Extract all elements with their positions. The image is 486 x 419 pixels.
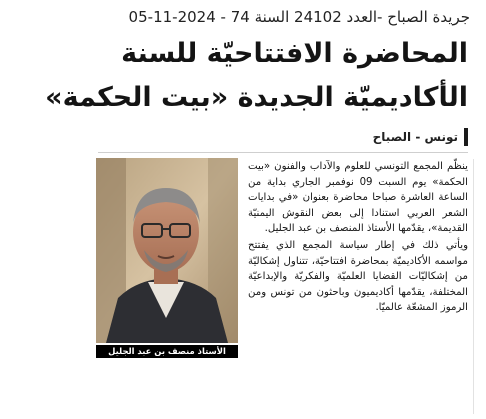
byline: تونس - الصباح (372, 130, 458, 144)
headline-line-2: الأكاديميّة الجديدة «بيت الحكمة» (45, 82, 468, 113)
newspaper-masthead: جريدة الصباح -العدد 24102 السنة 74 - 2024-11-05 (128, 8, 470, 26)
photo-caption: الأستاذ منصف بن عبد الجليل (96, 345, 238, 358)
article-paragraph-1: ينظّم المجمع التونسي للعلوم والآداب والفنون «بيت الحكمة» يوم السبت 09 نوفمبر الجاري بداية من الساعة العاشرة صباحا محاضرة بعنوان «في بدايات الشعر العربي استنادا إلى بعض النقوش اليمنيّة القديمة»، يقدّمها الأستاذ المنصف بن عبد الجليل. (248, 161, 468, 235)
byline-marker (464, 128, 468, 146)
author-photo (96, 158, 238, 343)
headline-line-1: المحاضرة الافتتاحيّة للسنة (121, 38, 468, 69)
column-edge (473, 159, 474, 414)
section-divider (98, 152, 468, 153)
article-body (248, 159, 468, 316)
byline-block (373, 126, 468, 148)
article-paragraph-2: ويأتي ذلك في إطار سياسة المجمع الذي يفتتح مواسمه الأكاديميّة بمحاضرة افتتاحيّة، تتناول إشكاليّة من إشكاليّات القضايا العلميّة والفكريّة والإبداعيّة المختلفة، يقدّمها أكاديميون وباحثون من تونس ومن الرموز المشعّة عالميّا. (248, 239, 468, 314)
portrait-illustration (96, 158, 238, 343)
